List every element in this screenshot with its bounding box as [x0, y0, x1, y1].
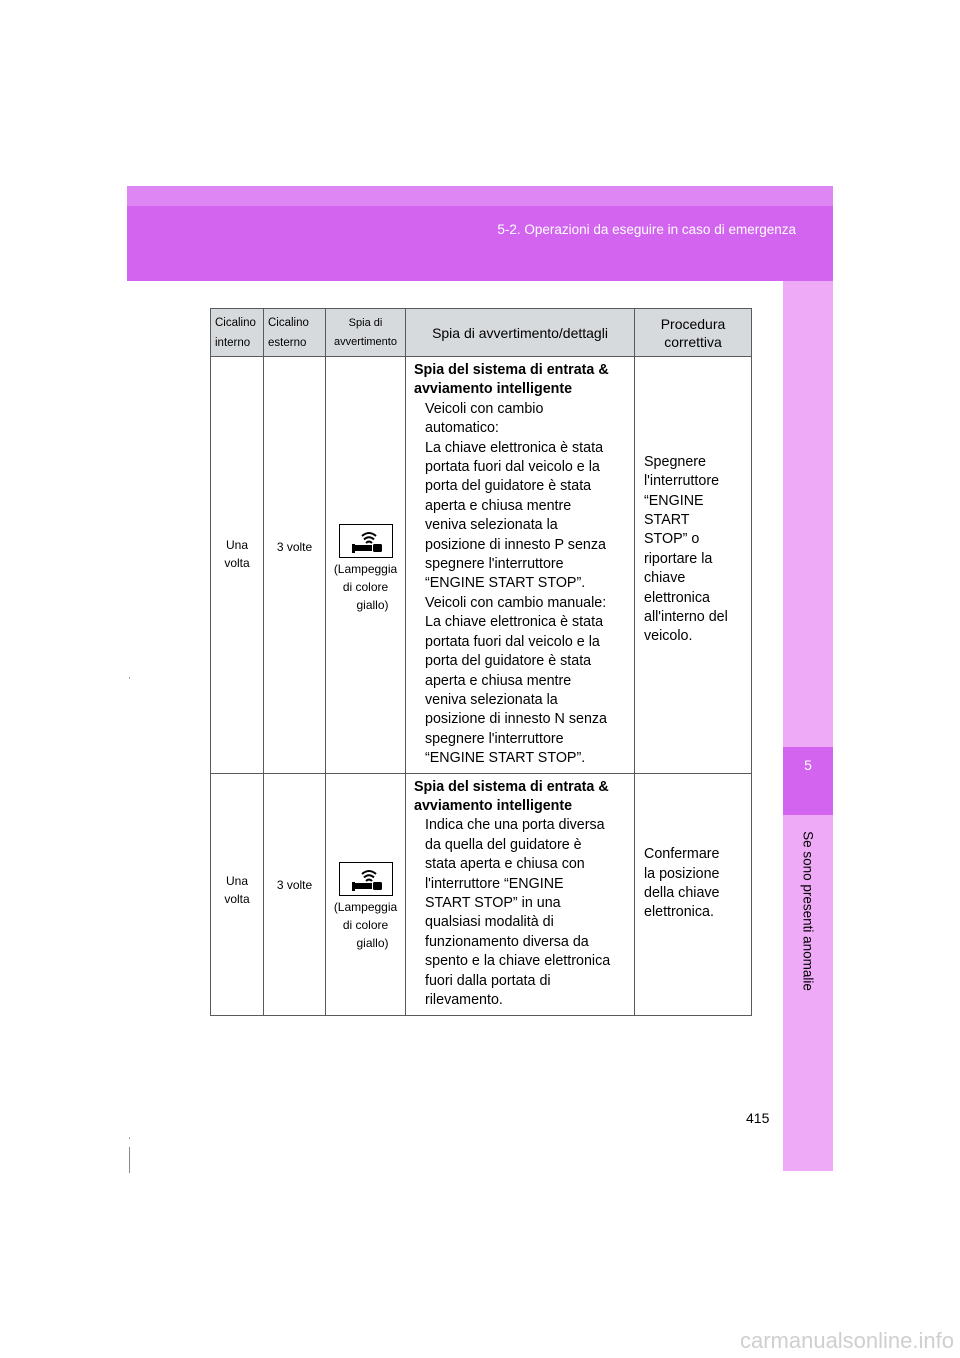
table-row [211, 773, 752, 1015]
cell-text: volta [224, 891, 250, 906]
details-cell [406, 773, 635, 1015]
header-light-line: Spia di [348, 316, 383, 329]
external-buzzer-cell: 3 volte [264, 773, 326, 1015]
header-warning-light [326, 309, 406, 357]
header-procedure [635, 309, 752, 357]
details-line: qualsiasi modalità di [425, 914, 554, 931]
section-title: 5-2. Operazioni da eseguire in caso di emergenza [497, 222, 796, 237]
header-procedure-line: Procedura [660, 315, 726, 332]
details-line: portata fuori dal veicolo e la [425, 459, 600, 476]
header-light-line: avvertimento [334, 335, 397, 348]
details-line: posizione di innesto P senza [425, 536, 606, 553]
smart-key-warning-icon [339, 862, 393, 896]
procedure-line: STOP” o [644, 531, 700, 548]
header-external-line: esterno [268, 336, 307, 349]
details-line: Veicoli con cambio [425, 400, 544, 417]
procedure-line: Spegnere [644, 453, 707, 470]
details-line: stata aperta e chiusa con [425, 856, 585, 873]
procedure-line: all'interno del [644, 608, 728, 625]
details-line: spento e la chiave elettronica [425, 953, 611, 970]
cell-text: Una [225, 538, 248, 553]
procedure-line: riportare la [644, 550, 713, 567]
section-header [127, 186, 833, 281]
details-line: “ENGINE START STOP”. [425, 750, 586, 767]
watermark: carmanualsonline.info [739, 1328, 954, 1353]
details-line: spegnere l'interruttore [425, 556, 564, 573]
warning-light-cell [326, 773, 406, 1015]
details-line: portata fuori dal veicolo e la [425, 633, 600, 650]
details-line: fuori dalla portata di [425, 972, 551, 989]
procedure-line: “ENGINE [644, 492, 704, 509]
details-line: veniva selezionata la [425, 691, 558, 708]
header-external-line: Cicalino [268, 316, 309, 329]
procedure-line: la posizione [644, 865, 720, 882]
details-title: avviamento intelligente [414, 381, 573, 398]
details-line: posizione di innesto N senza [425, 711, 607, 728]
header-internal-line: Cicalino [215, 316, 256, 329]
chapter-side-tab[interactable] [783, 281, 833, 1171]
details-title: avviamento intelligente [414, 797, 573, 814]
procedure-line: elettronica. [644, 904, 714, 921]
details-title: Spia del sistema di entrata & [414, 778, 609, 795]
details-line: START STOP” in una [425, 894, 561, 911]
cell-text: volta [224, 556, 250, 571]
details-line: automatico: [425, 420, 499, 437]
margin-dot [129, 1137, 130, 1139]
details-line: aperta e chiusa mentre [425, 497, 572, 514]
procedure-cell [635, 357, 752, 774]
details-body [414, 400, 628, 769]
details-line: “ENGINE START STOP”. [425, 575, 586, 592]
procedure-line: elettronica [644, 589, 710, 606]
procedure-line: START [644, 511, 690, 528]
details-line: funzionamento diversa da [425, 933, 589, 950]
external-buzzer-cell: 3 volte [264, 357, 326, 774]
smart-key-warning-icon [339, 524, 393, 558]
margin-mark [129, 1147, 130, 1173]
warning-light-cell [326, 357, 406, 774]
procedure-line: chiave [644, 570, 686, 587]
page-number: 415 [746, 1110, 770, 1126]
warning-table [210, 308, 752, 1016]
procedure-line: Confermare [644, 846, 720, 863]
details-line: Veicoli con cambio manuale: [425, 594, 607, 611]
header-top-strip [127, 186, 833, 206]
procedure-line: l'interruttore [644, 473, 720, 490]
table-row [211, 357, 752, 774]
details-line: porta del guidatore è stata [425, 478, 592, 495]
details-body [414, 816, 628, 1010]
header-procedure-line: correttiva [664, 333, 722, 350]
details-line: rilevamento. [425, 992, 503, 1008]
cell-text: (Lampeggia [333, 899, 398, 914]
internal-buzzer-cell [211, 773, 264, 1015]
header-internal-line: interno [215, 336, 251, 349]
details-line: veniva selezionata la [425, 517, 558, 534]
cell-text: di colore [342, 580, 389, 595]
cell-text: Una [225, 873, 248, 888]
header-internal-buzzer [211, 309, 264, 357]
header-external-buzzer [264, 309, 326, 357]
chapter-number-block [783, 747, 833, 815]
details-line: Indica che una porta diversa [425, 817, 605, 834]
details-line: l'interruttore “ENGINE [425, 875, 564, 892]
procedure-line: veicolo. [644, 628, 693, 645]
cell-text: di colore [342, 917, 389, 932]
chapter-number: 5 [804, 757, 812, 773]
details-line: aperta e chiusa mentre [425, 672, 572, 689]
table-header-row [211, 309, 752, 357]
cell-text: (Lampeggia [333, 562, 398, 577]
details-line: La chiave elettronica è stata [425, 439, 604, 456]
header-details: Spia di avvertimento/dettagli [406, 309, 635, 357]
procedure-cell [635, 773, 752, 1015]
details-title: Spia del sistema di entrata & [414, 362, 609, 378]
internal-buzzer-cell [211, 357, 264, 774]
cell-text: giallo) [356, 935, 389, 950]
cell-text: giallo) [356, 598, 389, 613]
details-line: spegnere l'interruttore [425, 730, 564, 747]
details-line: porta del guidatore è stata [425, 653, 592, 670]
margin-dot [129, 677, 130, 679]
details-line: La chiave elettronica è stata [425, 614, 604, 631]
chapter-label: Se sono presenti anomalie [800, 831, 816, 991]
procedure-line: della chiave [644, 885, 720, 902]
details-line: da quella del guidatore è [425, 836, 582, 853]
details-cell [406, 357, 635, 774]
